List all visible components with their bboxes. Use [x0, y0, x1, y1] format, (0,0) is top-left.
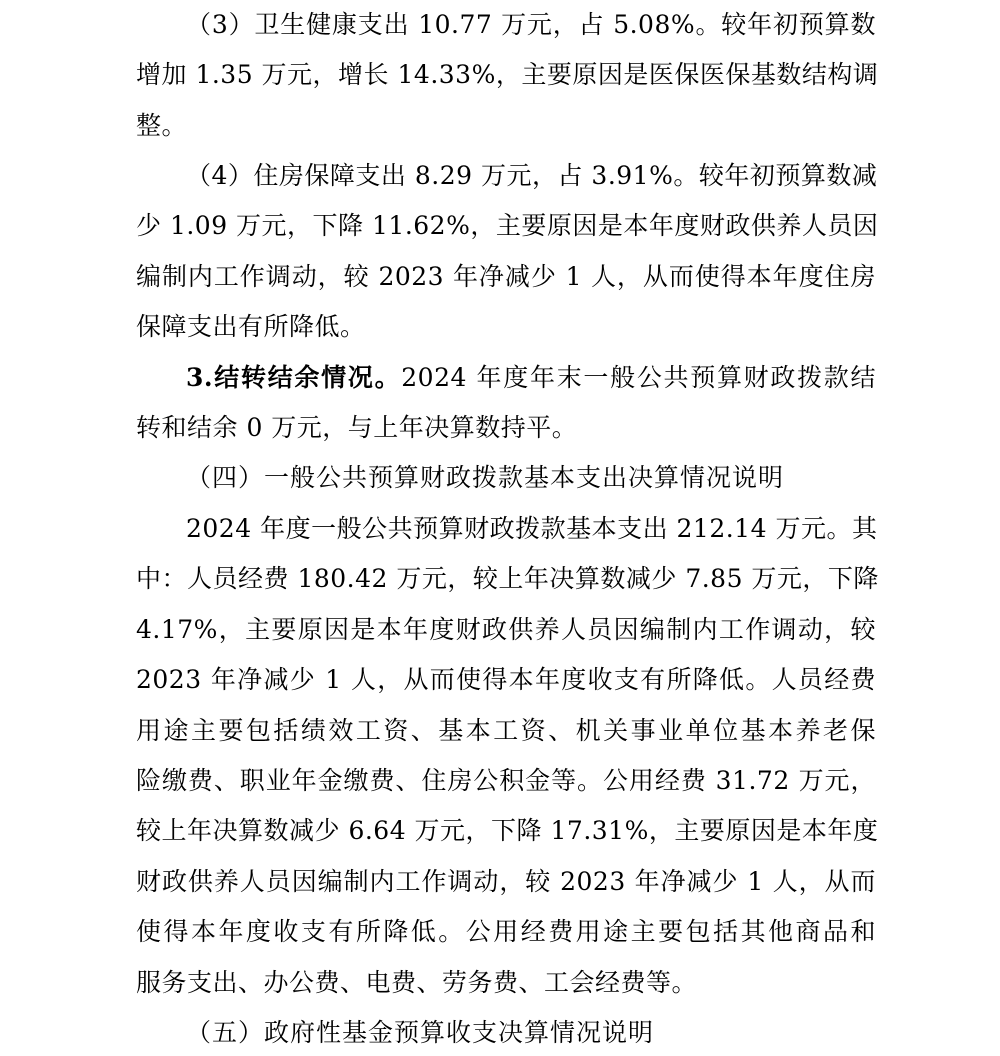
housing-para-line-3: 编制内工作调动，较 2023 年净减少 1 人，从而使得本年度住房 — [136, 262, 876, 291]
section-heading-four: （四）一般公共预算财政拨款基本支出决算情况说明 — [186, 463, 785, 492]
carryover-bold-label: 3.结转结余情况。 — [186, 363, 402, 392]
basic-para-line-5: 用途主要包括绩效工资、基本工资、机关事业单位基本养老保 — [136, 716, 876, 745]
carryover-para-line-2: 转和结余 0 万元，与上年决算数持平。 — [136, 413, 578, 442]
basic-para-line-1: 2024 年度一般公共预算财政拨款基本支出 212.14 万元。其 — [186, 514, 878, 543]
basic-para-line-2: 中：人员经费 180.42 万元，较上年决算数减少 7.85 万元，下降 — [136, 564, 879, 593]
carryover-line-1-rest: 2024 年度年末一般公共预算财政拨款结 — [401, 363, 876, 392]
health-para-line-2: 增加 1.35 万元，增长 14.33%，主要原因是医保医保基数结构调 — [136, 60, 879, 89]
housing-para-line-4: 保障支出有所降低。 — [136, 312, 366, 341]
basic-para-line-3: 4.17%，主要原因是本年度财政供养人员因编制内工作调动，较 — [136, 615, 876, 644]
basic-para-line-6: 险缴费、职业年金缴费、住房公积金等。公用经费 31.72 万元， — [136, 766, 876, 795]
basic-para-line-7: 较上年决算数减少 6.64 万元，下降 17.31%，主要原因是本年度 — [136, 816, 879, 845]
health-para-line-1: （3）卫生健康支出 10.77 万元，占 5.08%。较年初预算数 — [186, 10, 876, 39]
health-para-line-3: 整。 — [136, 111, 188, 140]
carryover-para-line-1 — [186, 363, 876, 393]
basic-para-line-10: 服务支出、办公费、电费、劳务费、工会经费等。 — [136, 968, 698, 997]
housing-para-line-1: （4）住房保障支出 8.29 万元，占 3.91%。较年初预算数减 — [186, 161, 878, 190]
basic-para-line-4: 2023 年净减少 1 人，从而使得本年度收支有所降低。人员经费 — [136, 665, 876, 694]
housing-para-line-2: 少 1.09 万元，下降 11.62%，主要原因是本年度财政供养人员因 — [136, 211, 879, 240]
basic-para-line-8: 财政供养人员因编制内工作调动，较 2023 年净减少 1 人，从而 — [136, 867, 876, 896]
basic-para-line-9: 使得本年度收支有所降低。公用经费用途主要包括其他商品和 — [136, 917, 876, 946]
section-heading-five: （五）政府性基金预算收支决算情况说明 — [186, 1018, 655, 1047]
